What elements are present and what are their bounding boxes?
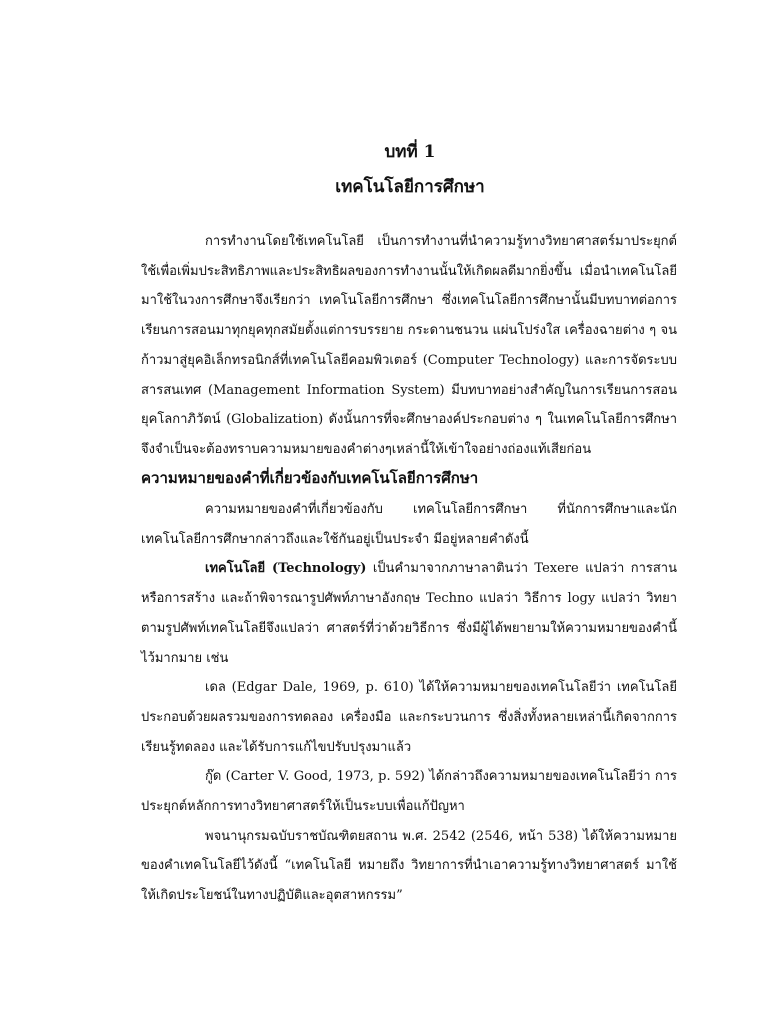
section-lead-paragraph: ความหมายของคำที่เกี่ยวข้องกับ เทคโนโลยีการศึกษา ที่นักการศึกษาและนักเทคโนโลยีการศึกษากล่าวถึงและใช้กันอยู่เป็นประจำ มีอยู่หลายคำดังนี้ — [141, 502, 677, 547]
good-definition-paragraph: กู๊ด (Carter V. Good, 1973, p. 592) ได้กล่าวถึงความหมายของเทคโนโลยีว่า การประยุกต์หลักการทางวิทยาศาสตร์ให้เป็นระบบเพื่อแก้ปัญหา — [141, 769, 677, 815]
chapter-number: บทที่ 1 — [384, 142, 436, 162]
technology-term: เทคโนโลยี (Technology) — [205, 561, 367, 577]
royal-institute-definition-paragraph: พจนานุกรมฉบับราชบัณฑิตยสถาน พ.ศ. 2542 (2546, หน้า 538) ได้ให้ความหมายของคำเทคโนโลยีไว้ดังนี้ “เทคโนโลยี หมายถึง วิทยาการที่นำเอาความรู้ทางวิทยาศาสตร์ มาใช้ให้เกิดประโยชน์ในทางปฏิบัติและอุตสาหกรรม” — [141, 828, 677, 904]
chapter-title: เทคโนโลยีการศึกษา — [335, 177, 485, 197]
technology-definition-paragraph — [141, 554, 677, 673]
intro-paragraph: การทำงานโดยใช้เทคโนโลยี เป็นการทำงานที่นำความรู้ทางวิทยาศาสตร์มาประยุกต์ใช้เพื่อเพิ่มประสิทธิภาพและประสิทธิผลของการทำงานนั้นให้เกิดผลดีมากยิ่งขึ้น เมื่อนำเทคโนโลยีมาใช้ในวงการศึกษาจึงเรียกว่า เทคโนโลยีการศึกษา ซึ่งเทคโนโลยีการศึกษานั้นมีบทบาทต่อการเรียนการสอนมาทุกยุคทุกสมัยตั้งแต่การบรรยาย กระดานชนวน แผ่นโปร่งใส เครื่องฉายต่าง ๆ จนก้าวมาสู่ยุคอิเล็กทรอนิกส์ที่เทคโนโลยีคอมพิวเตอร์ (Computer Technology) และการจัดระบบสารสนเทศ (Management Information System) มีบทบาทอย่างสำคัญในการเรียนการสอนยุคโลกาภิวัตน์ (Globalization) ดังนั้นการที่จะศึกษาองค์ประกอบต่าง ๆ ในเทคโนโลยีการศึกษา จึงจำเป็นจะต้องทราบความหมายของคำต่างๆเหล่านี้ให้เข้าใจอย่างถ่องแท้เสียก่อน — [141, 234, 677, 457]
definitions-section — [141, 495, 677, 911]
section-heading: ความหมายของคำที่เกี่ยวข้องกับเทคโนโลยีการศึกษา — [141, 469, 479, 487]
dale-definition-paragraph: เดล (Edgar Dale, 1969, p. 610) ได้ให้ความหมายของเทคโนโลยีว่า เทคโนโลยีประกอบด้วยผลรวมของการทดลอง เครื่องมือ และกระบวนการ ซึ่งสิ่งทั้งหลายเหล่านี้เกิดจากการเรียนรู้ทดลอง และได้รับการแก้ไขปรับปรุงมาแล้ว — [141, 680, 677, 755]
technology-definition-text: เป็นคำมาจากภาษาลาตินว่า Texere แปลว่า การสานหรือการสร้าง และถ้าพิจารณารูปศัพท์ภาษาอังกฤษ Techno แปลว่า วิธีการ logy แปลว่า วิทยา ตามรูปศัพท์เทคโนโลยีจึงแปลว่า ศาสตร์ที่ว่าด้วยวิธีการ ซึ่งมีผู้ได้พยายามให้ความหมายของคำนี้ไว้มากมาย เช่น — [141, 561, 677, 666]
intro-section — [141, 227, 677, 465]
